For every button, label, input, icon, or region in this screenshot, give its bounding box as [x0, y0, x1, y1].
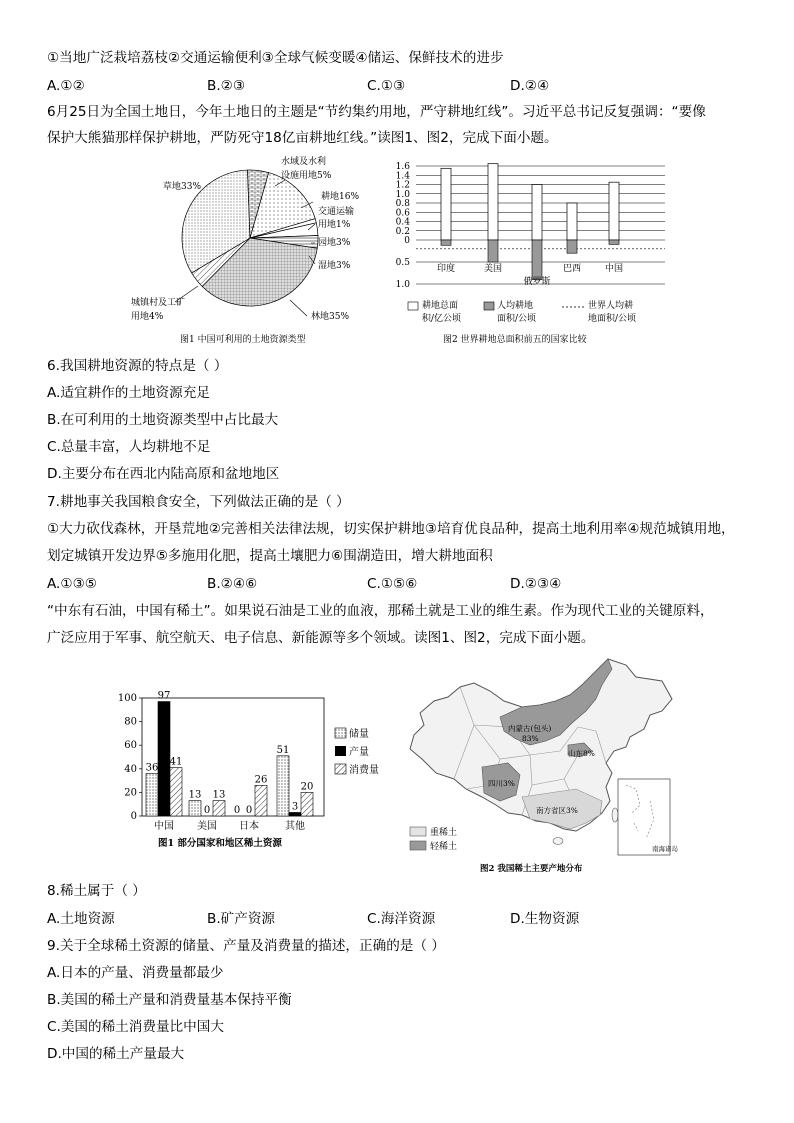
re-tick-label: 0: [130, 811, 137, 822]
re-value-label: 20: [300, 781, 314, 793]
pie-label-farm: 耕地16%: [321, 192, 360, 202]
q8-option-a[interactable]: A.土地资源: [47, 911, 115, 927]
farm-bar-total-3: [567, 203, 577, 240]
farmland-chart-svg: [380, 152, 670, 350]
pie-slices: [182, 170, 318, 306]
rare-earth-intro-1: “中东有石油，中国有稀土”。如果说石油是工业的血液，那稀土就是工业的维生素。作为现代工业的关键原料，: [47, 603, 714, 619]
re-legend-reserve: 储量: [349, 729, 369, 740]
rare-earth-chart-svg: [110, 672, 379, 852]
re-bar-2-0: [170, 768, 182, 816]
q7-statement-2: 划定城镇开发边界⑤多施用化肥，提高土壤肥力⑥围湖造田，增大耕地面积: [47, 548, 493, 564]
re-category-label: 日本: [239, 821, 259, 832]
taiwan-island: [612, 808, 618, 822]
farmland-chart-figure: [380, 152, 670, 354]
pie-label-garden: 园地3%: [318, 238, 351, 248]
farm-tick-label: 1.6: [395, 162, 410, 172]
inset-label: 南海诸岛: [652, 845, 678, 853]
farm-category-label: 美国: [483, 264, 503, 274]
re-legend-reserve-swatch: [335, 728, 346, 738]
farm-tick-label-lower: 1.0: [395, 280, 410, 290]
pie-label-trans2: 用地1%: [318, 220, 351, 230]
farm-tick-label: 0.6: [395, 208, 410, 219]
re-bar-0-3: [277, 756, 289, 816]
pie-label-trans1: 交通运输: [318, 207, 355, 217]
q5-option-a[interactable]: A.①②: [47, 78, 85, 94]
map-label-inner-mongolia-pct: 83%: [522, 734, 539, 743]
pie-caption: 图1 中国可利用的土地资源类型: [180, 335, 306, 345]
q5-option-c[interactable]: C.①③: [367, 78, 406, 94]
re-bar-2-2: [255, 785, 267, 816]
pie-label-forest: 林地35%: [311, 312, 350, 322]
q8-stem: 8.稀土属于（ ）: [47, 883, 146, 899]
q5-option-d[interactable]: D.②④: [510, 78, 550, 94]
hainan-island: [553, 838, 563, 845]
farm-tick-label: 0: [404, 236, 410, 246]
q7-option-d[interactable]: D.②③④: [510, 576, 562, 592]
re-value-label: 0: [203, 805, 211, 816]
map-label-inner-mongolia: 内蒙古(包头): [508, 724, 552, 733]
re-tick-label: 60: [124, 740, 137, 752]
farm-tick-label: 0.8: [395, 199, 410, 209]
q5-option-b[interactable]: B.②③: [207, 78, 246, 94]
re-bar-0-0: [146, 774, 158, 816]
map-legend-heavy-swatch: [410, 827, 426, 836]
re-value-label: 36: [145, 762, 159, 774]
south-china-sea-inset: [618, 779, 670, 855]
re-bar-1-0: [158, 702, 170, 816]
q6-option-c[interactable]: C.总量丰富，人均耕地不足: [47, 439, 211, 455]
farm-bar-total-4: [609, 182, 619, 240]
re-value-label: 0: [233, 805, 241, 816]
q8-option-c[interactable]: C.海洋资源: [367, 911, 436, 927]
farm-bar-percap-1: [488, 240, 498, 262]
farm-category-label: 印度: [436, 264, 456, 274]
land-pie-figure: [125, 150, 360, 354]
farm-bar-percap-0: [441, 240, 451, 245]
re-value-label: 51: [276, 744, 290, 756]
q9-option-d[interactable]: D.中国的稀土产量最大: [47, 1046, 185, 1062]
pie-label-water2: 设施用地5%: [281, 171, 332, 181]
q7-option-a[interactable]: A.①③⑤: [47, 576, 97, 592]
re-category-label: 中国: [154, 821, 174, 832]
map-legend-light-swatch: [410, 841, 426, 850]
re-tick-label: 40: [124, 763, 137, 775]
re-value-label: 0: [245, 805, 253, 816]
re-caption: 图1 部分国家和地区稀土资源: [158, 838, 282, 849]
q7-option-c[interactable]: C.①⑤⑥: [367, 576, 418, 592]
map-label-sichuan: 四川3%: [488, 779, 515, 788]
q9-option-a[interactable]: A.日本的产量、消费量都最少: [47, 965, 224, 981]
q8-option-d[interactable]: D.生物资源: [510, 911, 580, 927]
farm-legend-total-swatch: [408, 302, 418, 310]
q6-option-b[interactable]: B.在可利用的土地资源类型中占比最大: [47, 412, 279, 428]
re-bar-2-3: [301, 792, 313, 816]
pie-label-wet: 湿地3%: [318, 261, 351, 271]
pie-label-urban1: 城镇村及工矿: [131, 298, 186, 308]
re-value-label: 13: [212, 789, 226, 801]
map-legend-heavy: 重稀土: [430, 828, 458, 838]
re-value-label: 3: [291, 801, 299, 813]
farm-legend-percap-1: 人均耕地: [497, 301, 534, 311]
farm-tick-label: 1.4: [395, 171, 410, 182]
farm-legend-total-1: 耕地总面: [422, 301, 459, 311]
re-legend-consume: 消费量: [349, 765, 379, 776]
re-legend-output: 产量: [349, 747, 369, 758]
rare-earth-intro-2: 广泛应用于军事、航空航天、电子信息、新能源等多个领域。读图1、图2，完成下面小题。: [47, 630, 595, 646]
re-bar-0-1: [189, 801, 201, 816]
farm-bar-percap-3: [567, 240, 577, 253]
farm-bar-total-2: [532, 185, 542, 241]
re-bar-1-3: [289, 812, 301, 816]
farm-legend-percap-2: 面积/公顷: [497, 314, 537, 324]
q8-option-b[interactable]: B.矿产资源: [207, 911, 276, 927]
q5-statement: ①当地广泛栽培荔枝②交通运输便利③全球气候变暖④储运、保鲜技术的进步: [47, 50, 504, 66]
map-label-shandong: 山东8%: [568, 749, 595, 758]
re-bar-2-1: [213, 801, 225, 816]
farm-bar-total-0: [441, 168, 451, 240]
re-bars: [146, 691, 314, 832]
re-category-label: 美国: [197, 821, 217, 832]
farm-legend-total-2: 积/亿公顷: [422, 314, 462, 324]
re-category-label: 其他: [285, 821, 305, 832]
q6-stem: 6.我国耕地资源的特点是（ ）: [47, 358, 228, 374]
farm-tick-label: 1.0: [395, 189, 410, 200]
re-legend-output-swatch: [335, 746, 346, 756]
rare-earth-chart-figure: [110, 672, 379, 856]
land-pie-svg: [125, 150, 360, 350]
farm-legend-world-2: 地面积/公顷: [588, 314, 637, 324]
re-tick-label: 80: [124, 716, 137, 728]
farm-legend-world-1: 世界人均耕: [588, 301, 634, 311]
farm-bar-percap-2: [532, 240, 542, 280]
farm-tick-label-lower: 0.5: [395, 258, 410, 268]
q7-stem: 7.耕地事关我国粮食安全，下列做法正确的是（ ）: [47, 494, 350, 510]
land-intro-line1: 6月25日为全国土地日，今年土地日的主题是“节约集约用地，严守耕地红线”。习近平总书记反复强调：“要像: [47, 104, 706, 120]
q9-stem: 9.关于全球稀土资源的储量、产量及消费量的描述，正确的是（ ）: [47, 938, 445, 954]
farm-category-label: 中国: [604, 264, 624, 274]
re-value-label: 13: [188, 789, 202, 801]
farm-label-russia: 俄罗斯: [523, 277, 551, 287]
farm-category-label: 巴西: [562, 264, 582, 274]
re-tick-label: 20: [124, 787, 137, 799]
re-value-label: 26: [254, 774, 268, 786]
rare-earth-map-figure: [400, 655, 690, 881]
farm-tick-label: 0.2: [395, 226, 410, 237]
land-intro-line2: 保护大熊猫那样保护耕地，严防死守18亿亩耕地红线。”读图1、图2，完成下面小题。: [47, 130, 558, 146]
q9-option-b[interactable]: B.美国的稀土产量和消费量基本保持平衡: [47, 992, 292, 1008]
q6-option-a[interactable]: A.适宜耕作的土地资源充足: [47, 385, 210, 401]
q9-option-c[interactable]: C.美国的稀土消费量比中国大: [47, 1019, 224, 1035]
farm-legend-percap-swatch: [484, 302, 494, 310]
re-legend-consume-swatch: [335, 764, 346, 774]
rare-earth-map-svg: [400, 655, 690, 877]
pie-label-water: 水域及水利: [281, 157, 327, 167]
farm-caption: 图2 世界耕地总面积前五的国家比较: [443, 335, 587, 345]
q7-option-b[interactable]: B.②④⑥: [207, 576, 258, 592]
re-tick-label: 100: [117, 693, 137, 704]
map-caption: 图2 我国稀土主要产地分布: [480, 864, 583, 874]
q6-option-d[interactable]: D.主要分布在西北内陆高原和盆地地区: [47, 466, 280, 482]
map-legend-light: 轻稀土: [430, 842, 458, 852]
pie-label-grass: 草地33%: [163, 182, 202, 192]
farm-bar-total-1: [488, 164, 498, 240]
q7-statement-1: ①大力砍伐森林，开垦荒地②完善相关法律法规，切实保护耕地③培育优良品种，提高土地利用率④规范城镇用地，: [47, 521, 735, 537]
farm-bar-percap-4: [609, 240, 619, 244]
re-value-label: 41: [169, 756, 183, 768]
re-value-label: 97: [157, 690, 171, 702]
pie-label-urban2: 用地4%: [131, 312, 164, 322]
map-label-south: 南方省区3%: [536, 806, 578, 815]
farm-tick-label: 1.2: [395, 180, 410, 191]
farm-tick-label: 0.4: [395, 217, 410, 228]
